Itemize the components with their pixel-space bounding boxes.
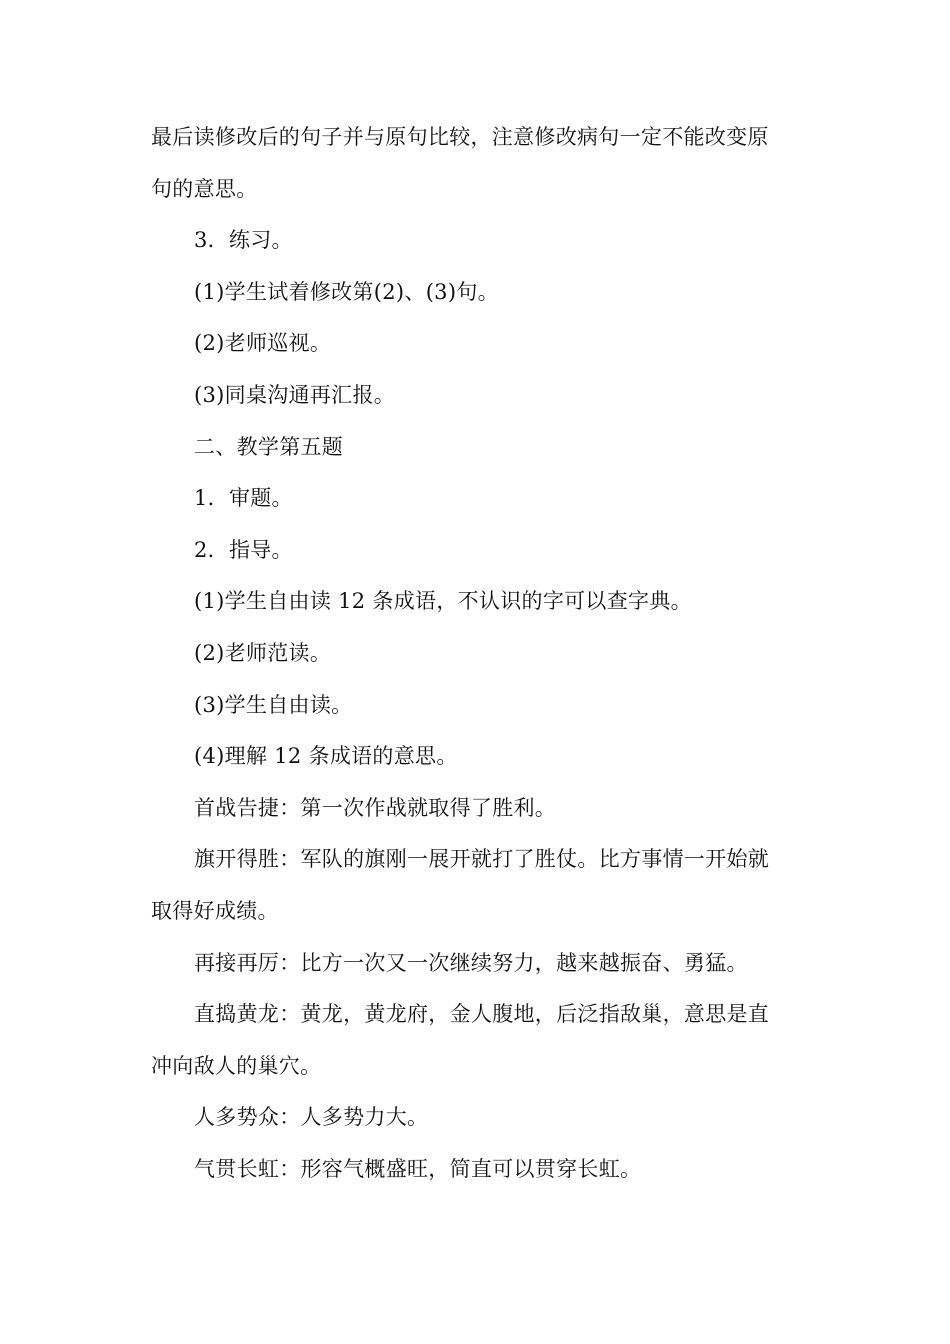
text-line: (2)老师范读。 xyxy=(194,640,332,665)
idiom-definition-continuation: 冲向敌人的巢穴。 xyxy=(151,1053,322,1078)
document-body xyxy=(151,112,799,1195)
text-line: (3)学生自由读。 xyxy=(194,692,353,717)
idiom-definition-continuation: 取得好成绩。 xyxy=(151,898,279,923)
text-line: (2)老师巡视。 xyxy=(194,331,332,356)
idiom-definition: 气贯长虹：形容气概盛旺，简直可以贯穿长虹。 xyxy=(194,1156,642,1181)
text-line: 2．指导。 xyxy=(194,537,293,562)
idiom-definition: 直捣黄龙：黄龙，黄龙府，金人腹地，后泛指敌巢，意思是直 xyxy=(194,1002,770,1027)
idiom-definition: 旗开得胜：军队的旗刚一展开就打了胜仗。比方事情一开始就 xyxy=(194,847,770,872)
text-line: (3)同桌沟通再汇报。 xyxy=(194,382,396,407)
idiom-definition: 再接再厉：比方一次又一次继续努力，越来越振奋、勇猛。 xyxy=(194,950,748,975)
text-line: 句的意思。 xyxy=(151,176,258,201)
idiom-definition: 人多势众：人多势力大。 xyxy=(194,1105,429,1130)
text-line: 3．练习。 xyxy=(194,228,293,253)
text-line: (1)学生自由读 12 条成语，不认识的字可以查字典。 xyxy=(194,589,692,614)
idiom-definition: 首战告捷：第一次作战就取得了胜利。 xyxy=(194,795,557,820)
section-heading: 二、教学第五题 xyxy=(194,434,344,459)
text-line: 最后读修改后的句子并与原句比较，注意修改病句一定不能改变原 xyxy=(151,125,769,149)
text-line: 1．审题。 xyxy=(194,486,293,511)
text-line: (1)学生试着修改第(2)、(3)句。 xyxy=(194,279,499,304)
text-line: (4)理解 12 条成语的意思。 xyxy=(194,744,458,769)
